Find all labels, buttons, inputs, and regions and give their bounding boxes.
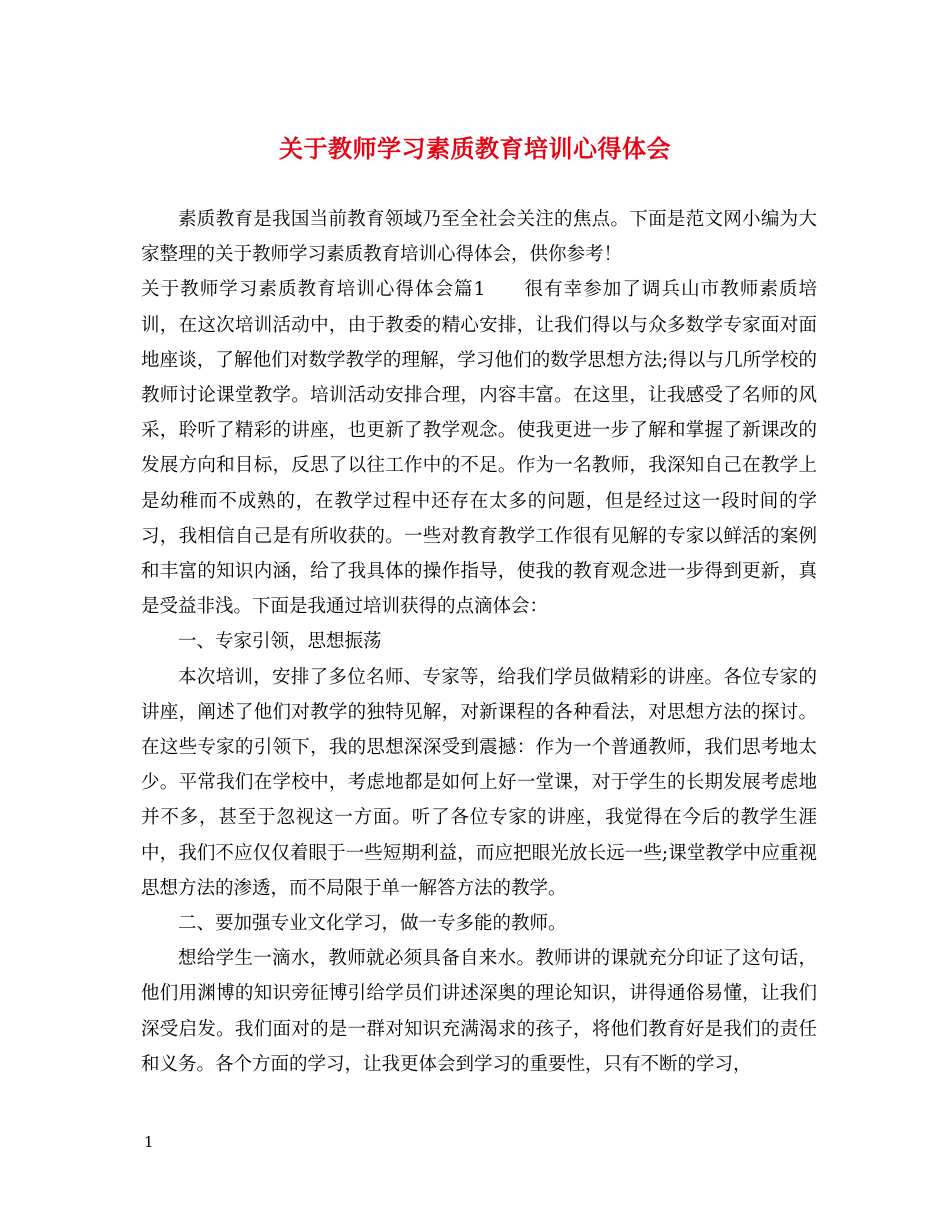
intro-paragraph: 素质教育是我国当前教育领域乃至全社会关注的焦点。下面是范文网小编为大家整理的关于教师学习素质教育培训心得体会，供你参考！ — [141, 209, 817, 266]
article-heading: 关于教师学习素质教育培训心得体会篇1 — [141, 279, 486, 301]
paragraph-1-text: 很有幸参加了调兵山市教师素质培训，在这次培训活动中，由于教委的精心安排，让我们得以与众多数学专家面对面地座谈，了解他们对数学教学的理解，学习他们的数学思想方法;得以与几所学校的教师讨论课堂教学。培训活动安排合理，内容丰富。在这里，让我感受了名师的风采，聆听了精彩的讲座，也更新了教学观念。使我更进一步了解和掌握了新课改的发展方向和目标，反思了以往工作中的不足。作为一名教师，我深知自己在教学上是幼稚而不成熟的，在教学过程中还存在太多的问题，但是经过这一段时间的学习，我相信自己是有所收获的。一些对教育教学工作很有见解的专家以鲜活的案例和丰富的知识内涵，给了我具体的操作指导，使我的教育观念进一步得到更新，真是受益非浅。下面是我通过培训获得的点滴体会： — [141, 279, 817, 618]
document-body — [141, 202, 817, 1082]
section-2-heading: 二、要加强专业文化学习，做一专多能的教师。 — [178, 913, 567, 935]
page-number: 1 — [144, 1133, 154, 1151]
section-1-paragraph: 本次培训，安排了多位名师、专家等，给我们学员做精彩的讲座。各位专家的讲座，阐述了他们对教学的独特见解，对新课程的各种看法，对思想方法的探讨。在这些专家的引领下，我的思想深深受到震撼：作为一个普通教师，我们思考地太少。平常我们在学校中，考虑地都是如何上好一堂课，对于学生的长期发展考虑地并不多，甚至于忽视这一方面。听了各位专家的讲座，我觉得在今后的教学生涯中，我们不应仅仅着眼于一些短期利益，而应把眼光放长远一些;课堂教学中应重视思想方法的渗透，而不局限于单一解答方法的教学。 — [141, 666, 817, 899]
section-1-heading: 一、专家引领，思想振荡 — [178, 631, 382, 653]
article-paragraph — [141, 272, 817, 624]
document-title: 关于教师学习素质教育培训心得体会 — [279, 134, 671, 163]
section-2-paragraph: 想给学生一滴水，教师就必须具备自来水。教师讲的课就充分印证了这句话，他们用渊博的知识旁征博引给学员们讲述深奥的理论知识，讲得通俗易懂，让我们深受启发。我们面对的是一群对知识充满渴求的孩子，将他们教育好是我们的责任和义务。各个方面的学习，让我更体会到学习的重要性，只有不断的学习， — [141, 948, 817, 1075]
